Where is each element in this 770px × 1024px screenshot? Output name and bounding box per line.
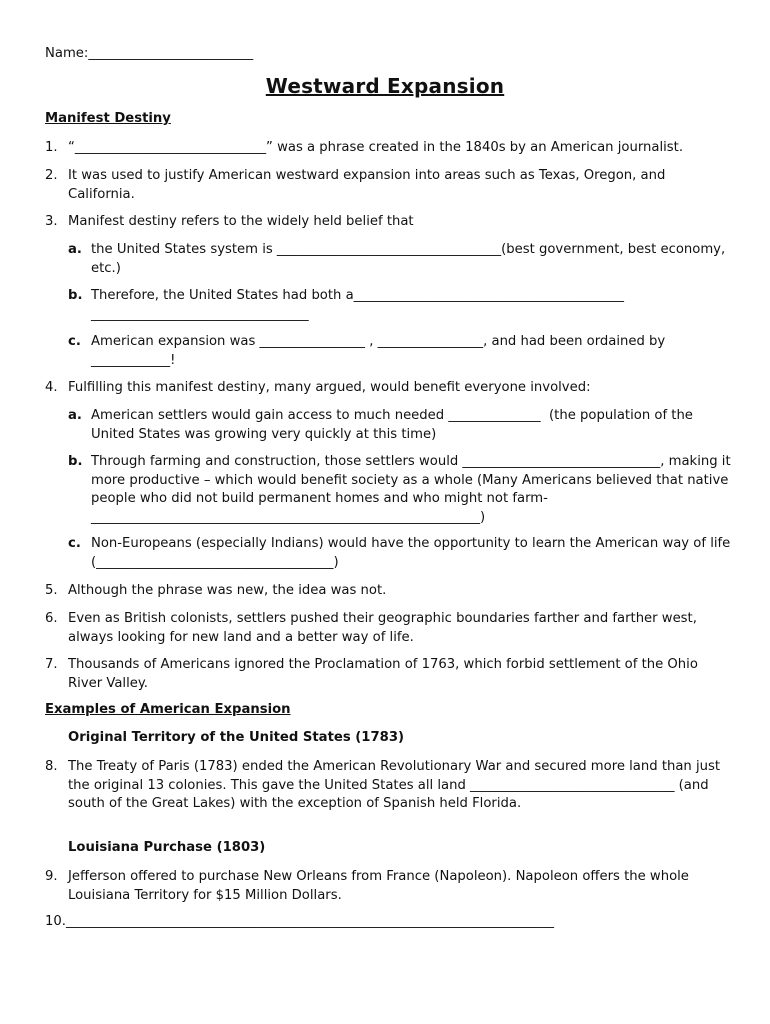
item-number: 2.	[45, 168, 58, 183]
sub-item-3a	[68, 241, 738, 278]
sub-item-4a	[68, 407, 738, 444]
item-number: 5.	[45, 583, 58, 598]
list-item-2	[45, 167, 735, 204]
item-number: 7.	[45, 657, 58, 672]
item-text: It was used to justify American westward expansion into areas such as Texas, Oregon, and California.	[68, 168, 670, 202]
list-item-3	[45, 213, 735, 232]
item-text: “_____________________________” was a phrase created in the 1840s by an American journalist.	[68, 140, 684, 155]
list-item-1	[45, 139, 735, 158]
list-item-6	[45, 610, 735, 647]
sub-item-letter: a.	[68, 408, 82, 423]
page-title: Westward Expansion	[265, 74, 505, 98]
item-text: Although the phrase was new, the idea was not.	[68, 583, 387, 598]
subheading-louisiana-purchase: Louisiana Purchase (1803)	[68, 840, 266, 855]
sub-item-4b	[68, 453, 738, 527]
list-item-7	[45, 656, 735, 693]
sub-item-letter: c.	[68, 334, 81, 349]
sub-item-text: Through farming and construction, those settlers would ______________________________, making it more productive – which would benefit society as a whole (Many Americans believed that native people who did not build permanent homes and who might not farm-___________________________________________________________)	[91, 454, 735, 525]
sub-item-letter: c.	[68, 536, 81, 551]
item-number: 3.	[45, 214, 58, 229]
list-item-8	[45, 758, 735, 814]
item-number: 6.	[45, 611, 58, 626]
sub-item-3c	[68, 333, 738, 370]
list-item-4	[45, 379, 735, 398]
item-text: The Treaty of Paris (1783) ended the American Revolutionary War and secured more land than just the original 13 colonies. This gave the United States all land _______________________________ (and south of the Great Lakes) with the exception of Spanish held Florida.	[68, 759, 725, 811]
sub-item-3b	[68, 287, 738, 324]
name-field[interactable]: Name:_________________________	[45, 46, 254, 61]
section-heading-manifest-destiny: Manifest Destiny	[45, 111, 171, 126]
item-text: Fulfilling this manifest destiny, many argued, would benefit everyone involved:	[68, 380, 591, 395]
item-text: Thousands of Americans ignored the Proclamation of 1763, which forbid settlement of the Ohio River Valley.	[68, 657, 703, 691]
item-number: 9.	[45, 869, 58, 884]
sub-item-letter: b.	[68, 454, 83, 469]
sub-item-text: the United States system is __________________________________(best government, best economy, etc.)	[91, 242, 730, 276]
item-text: Jefferson offered to purchase New Orleans from France (Napoleon). Napoleon offers the whole Louisiana Territory for $15 Million Dollars.	[68, 869, 694, 903]
sub-item-text: Therefore, the United States had both a_________________________________________ _________________________________	[91, 288, 625, 322]
sub-item-letter: a.	[68, 242, 82, 257]
list-item-5	[45, 582, 735, 601]
item-number: 1.	[45, 140, 58, 155]
sub-item-text: Non-Europeans (especially Indians) would have the opportunity to learn the American way of life (____________________________________)	[91, 536, 735, 570]
subheading-original-territory: Original Territory of the United States (1783)	[68, 730, 405, 745]
section-heading-examples: Examples of American Expansion	[45, 702, 291, 717]
sub-item-letter: b.	[68, 288, 83, 303]
item-number: 8.	[45, 759, 58, 774]
sub-item-4c	[68, 535, 738, 572]
list-item-9	[45, 868, 735, 905]
item-number: 4.	[45, 380, 58, 395]
item-text: Manifest destiny refers to the widely held belief that	[68, 214, 414, 229]
sub-item-text: American settlers would gain access to much needed ______________ (the population of the United States was growing very quickly at this time)	[91, 408, 698, 442]
item-text: Even as British colonists, settlers pushed their geographic boundaries farther and farther west, always looking for new land and a better way of life.	[68, 611, 702, 645]
list-item-10-blank[interactable]: 10.__________________________________________________________________________	[45, 914, 554, 929]
sub-item-text: American expansion was ________________ , ________________, and had been ordained by ____________!	[91, 334, 670, 368]
